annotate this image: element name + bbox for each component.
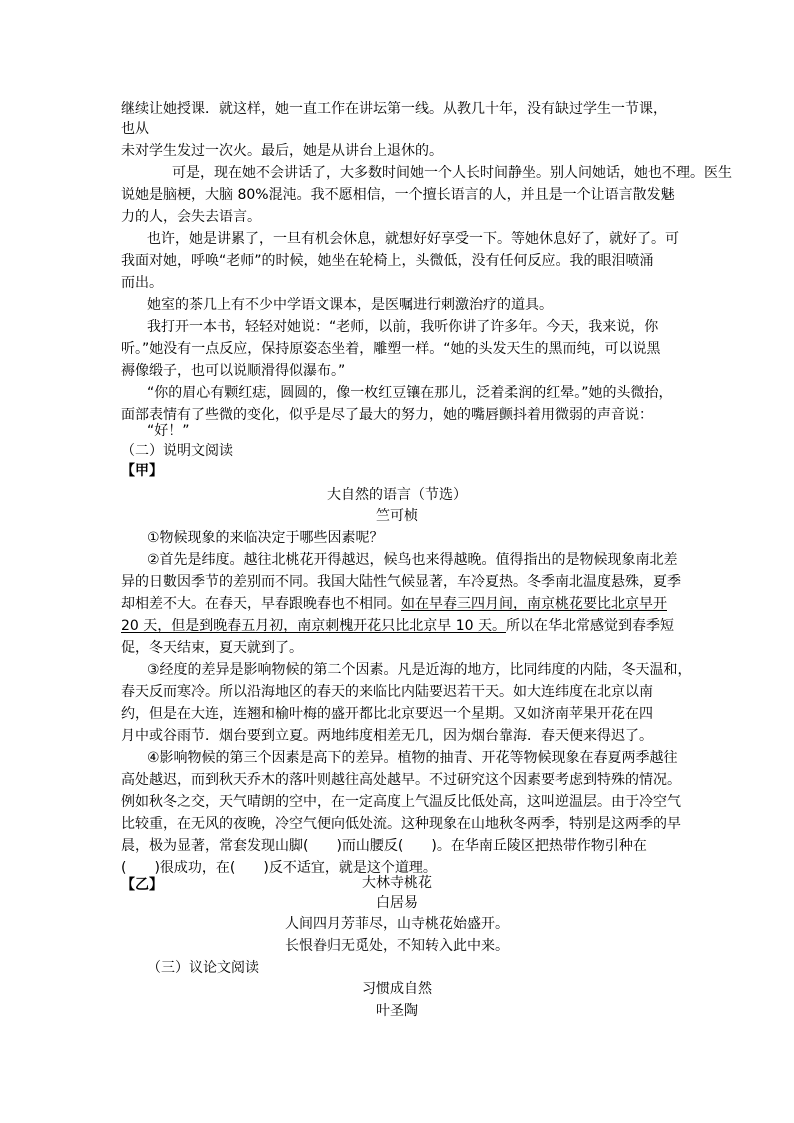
article-author: 竺可桢 bbox=[376, 508, 418, 524]
body-line: 促，冬天结束，夏天就到了。 bbox=[121, 640, 303, 656]
part-label-jia: 【甲】 bbox=[121, 463, 163, 479]
body-line: 听。”她没有一点反应，保持原姿态坐着，雕塑一样。“她的头发天生的黑而纯，可以说黑 bbox=[121, 341, 661, 357]
body-text: 所以在华北常感觉到春季短 bbox=[505, 618, 674, 634]
body-line: 说她是脑梗，大脑 80%混沌。我不愿相信，一个擅长语言的人，并且是一个让语言散发魅 bbox=[121, 187, 675, 203]
poem-line: 人间四月芳菲尽，山寺桃花始盛开。 bbox=[285, 916, 509, 932]
body-line bbox=[121, 616, 674, 636]
body-line: 也许，她是讲累了，一旦有机会休息，就想好好享受一下。等她休息好了，就好了。可 bbox=[147, 231, 679, 247]
body-line: “好！” bbox=[147, 423, 190, 439]
body-line: 面部表情有了些微的变化，似乎是尽了最大的努力，她的嘴唇颤抖着用微弱的声音说： bbox=[121, 407, 653, 423]
body-line: 约，但是在大连，连翘和榆叶梅的盛开都比北京要迟一个星期。又如济南苹果开花在四 bbox=[121, 706, 653, 722]
body-line: 比较重，在无风的夜晚，冷空气便向低处流。这种现象在山地秋冬两季，特别是这两季的早 bbox=[121, 816, 681, 832]
body-line: ③经度的差异是影响物候的第二个因素。凡是近海的地方，比同纬度的内陆，冬天温和， bbox=[147, 662, 692, 678]
body-line: 继续让她授课．就这样，她一直工作在讲坛第一线。从教几十年，没有缺过学生一节课， bbox=[121, 101, 667, 117]
poem-line: 长恨眷归无觅处，不知转入此中来。 bbox=[285, 938, 509, 954]
body-line: “你的眉心有颗红痣，圆圆的，像一枚红豆镶在那儿，泛着柔润的红晕。”她的头微抬， bbox=[147, 385, 673, 401]
section-heading: （三）议论文阅读 bbox=[147, 960, 259, 976]
body-line: ④影响物候的第三个因素是高下的差异。植物的抽青、开花等物候现象在春夏两季越往 bbox=[147, 750, 678, 766]
body-line: 褥像缎子，也可以说顺滑得似瀑布。” bbox=[121, 363, 346, 379]
poem-title: 大林寺桃花 bbox=[362, 875, 432, 891]
part-label-yi: 【乙】 bbox=[121, 877, 163, 893]
body-line: ( )很成功，在( )反不适宜，就是这个道理。 bbox=[121, 860, 437, 876]
body-line: 也从 bbox=[121, 121, 149, 137]
essay-title: 习惯成自然 bbox=[362, 981, 432, 997]
body-line: 可是，现在她不会讲话了，大多数时间她一个人长时间静坐。别人问她话，她也不理。医生 bbox=[172, 165, 732, 181]
body-line bbox=[121, 594, 667, 614]
body-line: 未对学生发过一次火。最后，她是从讲台上退休的。 bbox=[121, 143, 443, 159]
body-line: 月中或谷雨节．烟台要到立夏。两地纬度相差无几，因为烟台靠海．春天便来得迟了。 bbox=[121, 728, 653, 744]
body-line: 异的日數因季节的差别而不同。我国大陆性气候显著，车冷夏热。冬季南北温度悬殊，夏季 bbox=[121, 574, 681, 590]
poem-author: 白居易 bbox=[376, 895, 418, 911]
body-line: 而出。 bbox=[121, 275, 163, 291]
body-line: 晨，极为显著，常套发现山脚( )而山腰反( )。在华南丘陵区把热带作物引种在 bbox=[121, 838, 647, 854]
underlined-text: 如在早春三四月间，南京桃花要比北京早开 bbox=[401, 596, 667, 612]
body-line: 例如秋冬之交，天气晴朗的空中，在一定高度上气温反比低处高，这叫逆温层。由于冷空气 bbox=[121, 794, 681, 810]
body-line: 春天反而寒冷。所以沿海地区的春天的来临比内陆要迟若干天。如大连纬度在北京以南 bbox=[121, 684, 653, 700]
body-line: 我打开一本书，轻轻对她说：“老师，以前，我听你讲了许多年。今天，我来说，你 bbox=[147, 319, 659, 335]
essay-author: 叶圣陶 bbox=[376, 1003, 418, 1019]
body-line: 我面对她，呼唤“老师”的时候，她坐在轮椅上，头微低，没有任何反应。我的眼泪喷涌 bbox=[121, 253, 654, 269]
body-line: ①物候现象的来临决定于哪些因素呢？ bbox=[147, 530, 384, 546]
body-line: ②首先是纬度。越往北桃花开得越迟，候鸟也来得越晚。值得指出的是物候现象南北差 bbox=[147, 552, 678, 568]
body-line: 力的人，会失去语言。 bbox=[121, 209, 261, 225]
body-line: 高处越迟，而到秋天乔木的落叶则越往高处越早。不过研究这个因素要考虑到特殊的情况。 bbox=[121, 772, 681, 788]
article-title: 大自然的语言（节选） bbox=[327, 487, 467, 503]
section-heading: （二）说明文阅读 bbox=[121, 443, 233, 459]
underlined-text: 20 天，但是到晚春五月初，南京刺槐开花只比北京早 10 天。 bbox=[121, 618, 506, 634]
body-text: 却相差不大。在春天，早春跟晚春也不相同。 bbox=[121, 596, 401, 612]
body-line: 她室的茶几上有不少中学语文课本，是医嘱进行刺激治疗的道具。 bbox=[147, 297, 553, 313]
